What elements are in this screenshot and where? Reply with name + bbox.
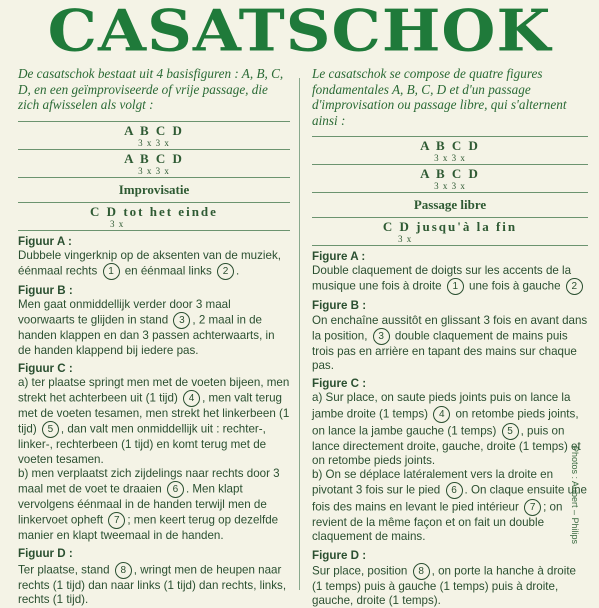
step-number: 2 [566, 278, 583, 295]
step-number: 4 [183, 390, 200, 407]
sequence-repeats: 3 x 3 x [434, 153, 466, 163]
figure-c-heading: Figure C : [312, 377, 367, 391]
sequence-repeats: 3 x 3 x [138, 165, 170, 176]
sequence-row [18, 177, 290, 202]
sequence-figures: A B C D [124, 122, 184, 138]
figure-d-heading: Figuur D : [18, 547, 73, 561]
figure-a-text: Dubbele vingerknip op de aksenten van de muziek, éénmaal rechts 1 en éénmaal links 2 . [18, 249, 290, 280]
sequence-row [312, 217, 588, 246]
column-divider [299, 78, 300, 590]
step-number: 3 [373, 328, 390, 345]
sequence-row [312, 164, 588, 192]
figure-d-text: Sur place, position 8 , on porte la hanche à droite (1 temps) puis à gauche (1 temps) puis à droite, gauche, droite (1 temps). [312, 564, 577, 608]
figure-d-text: Ter plaatse, stand 8 , wringt men de heupen naar rechts (1 tijd) dan naar links (1 tijd) dan rechts, links, rechts (1 tijd). [18, 563, 287, 606]
step-number: 7 [108, 512, 125, 529]
sequence-row [18, 121, 290, 149]
sequence-row [312, 136, 588, 164]
step-number: 8 [115, 562, 132, 579]
sequence-figures: C D tot het einde [90, 203, 218, 219]
intro-text: Le casatschok se compose de quatre figures fondamentales A, B, C, D et d'un passage d'improvisation ou passage libre, qui s'alternent ainsi : [312, 66, 567, 128]
figure-b-heading: Figure B : [312, 299, 367, 313]
sequence-row [18, 149, 290, 177]
sequence-figures: A B C D [420, 166, 480, 181]
figure-b-text: On enchaîne aussitôt en glissant 3 fois en avant dans la position, 3 double claquement de mains puis trois pas en arrière en tapant des mains sur chaque pas. [312, 313, 588, 373]
intro-text: De casatschok bestaat uit 4 basisfiguren : A, B, C, D, en een geïmproviseerde of vrije passage, die zich afwisselen als volgt : [18, 66, 284, 112]
figure-c-b-text: b) On se déplace latéralement vers la droite en pivotant 3 fois sur le pied 6 . On claque ensuite une fois des mains en levant le pied intérieur 7 ; on revient de la même façon et on fait un double claquement de mains. [312, 468, 587, 544]
step-number: 6 [167, 481, 184, 498]
dutch-column [18, 66, 290, 607]
sequence-repeats: 3 x 3 x [434, 181, 466, 191]
sequence-repeats: 3 x 3 x [138, 137, 170, 148]
figure-descriptions [18, 235, 290, 607]
step-number: 2 [217, 263, 234, 280]
sequence-row [18, 202, 290, 231]
step-number: 8 [413, 563, 430, 580]
figure-d-heading: Figure D : [312, 548, 367, 562]
step-number: 6 [446, 482, 463, 499]
figure-c-a-text: a) Sur place, on saute pieds joints puis on lance la jambe droite (1 temps) 4 on retombe pieds joints, on lance la jambe gauche (1 temps) 5 , puis on lance directement droite, gauche, droite (1 temps) et on retombe pieds joints. [312, 391, 581, 467]
french-column [312, 66, 588, 608]
step-number: 1 [447, 278, 464, 295]
free-passage-label: Passage libre [413, 197, 487, 212]
photo-credit: Photos : Aubert – Philips [570, 446, 580, 545]
figure-c-heading: Figuur C : [18, 361, 73, 375]
step-number: 1 [103, 263, 120, 280]
sequence-table [312, 136, 588, 246]
figure-a-heading: Figuur A : [18, 234, 72, 248]
step-number: 4 [433, 406, 450, 423]
sequence-repeats: 3 x [398, 234, 413, 244]
page-title: CASATSCHOK [47, 0, 552, 65]
step-number: 7 [524, 499, 541, 516]
figure-c-a-text: a) ter plaatse springt men met de voeten bijeen, men strekt het achterbeen uit (1 tijd) 4 , men valt terug met de voeten tesamen, men strekt het linkerbeen (1 tijd) 5 , dan valt men onmiddellijk uit : rechter-, linker-, rechterbeen (1 tijd) en komt terug met de voeten tesamen. [18, 375, 290, 466]
figure-b-text: Men gaat onmiddellijk verder door 3 maal voorwaarts te glijden in stand 3 , 2 maal in de handen klappen en dan 3 passen achterwaarts, in de handen klappend bij iedere pas. [18, 298, 275, 357]
step-number: 5 [502, 423, 519, 440]
sequence-table [18, 121, 290, 231]
improvisation-label: Improvisatie [118, 181, 190, 197]
step-number: 5 [42, 421, 59, 438]
sequence-figures: C D jusqu'à la fin [382, 219, 518, 234]
figure-a-heading: Figure A : [312, 250, 366, 263]
figure-c-b-text: b) men verplaatst zich zijdelings naar rechts door 3 maal met de voet te draaien 6 . Men klapt vervolgens éénmaal in de handen terwijl men de linkervoet opheft 7 ; men keert terug op dezelfde manier en klapt tweemaal in de handen. [18, 466, 280, 543]
sequence-figures: A B C D [124, 150, 184, 166]
figure-descriptions [312, 250, 588, 608]
sequence-row [312, 192, 588, 217]
figure-b-heading: Figuur B : [18, 283, 73, 297]
figure-a-text: Double claquement de doigts sur les accents de la musique une fois à droite 1 une fois à gauche 2 [312, 264, 588, 295]
sequence-figures: A B C D [420, 138, 480, 153]
step-number: 3 [173, 312, 190, 329]
sequence-repeats: 3 x [110, 218, 125, 229]
